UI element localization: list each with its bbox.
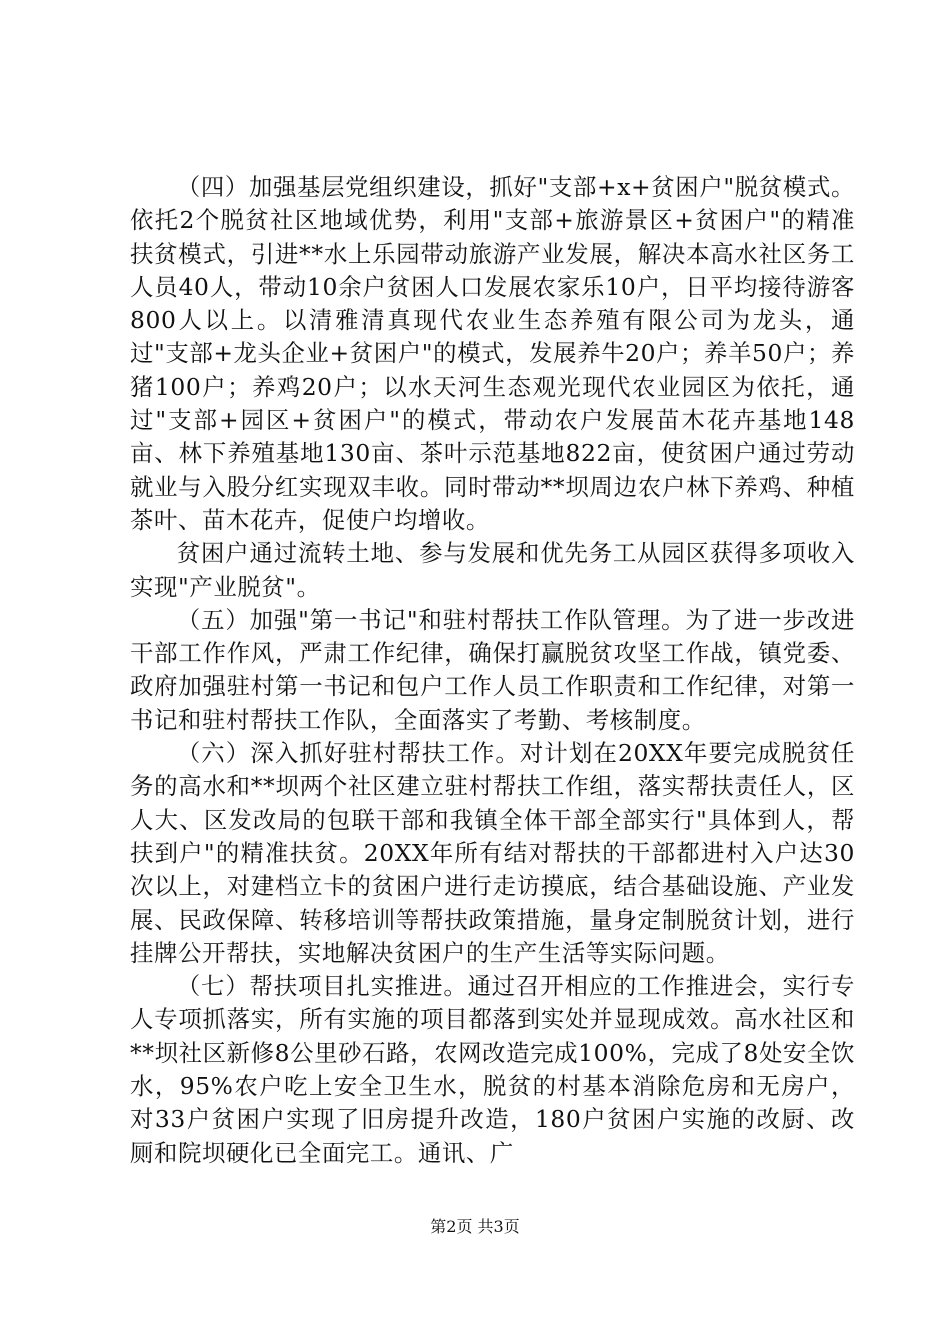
document-body xyxy=(130,171,855,1170)
paragraph-poverty-income: 贫困户通过流转土地、参与发展和优先务工从园区获得多项收入实现"产业脱贫"。 xyxy=(130,539,855,601)
paragraph-5: （五）加强"第一书记"和驻村帮扶工作队管理。为了进一步改进干部工作作风，严肃工作纪律，确保打赢脱贫攻坚工作战，镇党委、政府加强驻村第一书记和包户工作人员工作职责和工作纪律，对第一书记和驻村帮扶工作队，全面落实了考勤、考核制度。 xyxy=(130,605,855,734)
paragraph-7: （七）帮扶项目扎实推进。通过召开相应的工作推进会，实行专人专项抓落实，所有实施的项目都落到实处并显现成效。高水社区和**坝社区新修8公里砂石路，农网改造完成100%，完成了8处安全饮水，95%农户吃上安全卫生水，脱贫的村基本消除危房和无房户，对33户贫困户实现了旧房提升改造，180户贫困户实施的改厨、改厕和院坝硬化已全面完工。通讯、广 xyxy=(130,972,855,1167)
paragraph-6: （六）深入抓好驻村帮扶工作。对计划在20XX年要完成脱贫任务的高水和**坝两个社区建立驻村帮扶工作组，落实帮扶责任人，区人大、区发改局的包联干部和我镇全体干部全部实行"具体到人，帮扶到户"的精准扶贫。20XX年所有结对帮扶的干部都进村入户达30次以上，对建档立卡的贫困户进行走访摸底，结合基础设施、产业发展、民政保障、转移培训等帮扶政策措施，量身定制脱贫计划，进行挂牌公开帮扶，实地解决贫困户的生产生活等实际问题。 xyxy=(130,739,855,967)
paragraph-4: （四）加强基层党组织建设，抓好"支部+x+贫困户"脱贫模式。依托2个脱贫社区地域优势，利用"支部+旅游景区+贫困户"的精准扶贫模式，引进**水上乐园带动旅游产业发展，解决本高水社区务工人员40人，带动10余户贫困人口发展农家乐10户，日平均接待游客800人以上。以清雅清真现代农业生态养殖有限公司为龙头，通过"支部+龙头企业+贫困户"的模式，发展养牛20户；养羊50户；养猪100户；养鸡20户；以水天河生态观光现代农业园区为依托，通过"支部+园区+贫困户"的模式，带动农户发展苗木花卉基地148亩、林下养殖基地130亩、茶叶示范基地822亩，使贫困户通过劳动就业与入股分红实现双丰收。同时带动**坝周边农户林下养鸡、种植茶叶、苗木花卉，促使户均增收。 xyxy=(130,173,855,534)
page-number-footer: 第2页 共3页 xyxy=(430,1217,520,1236)
